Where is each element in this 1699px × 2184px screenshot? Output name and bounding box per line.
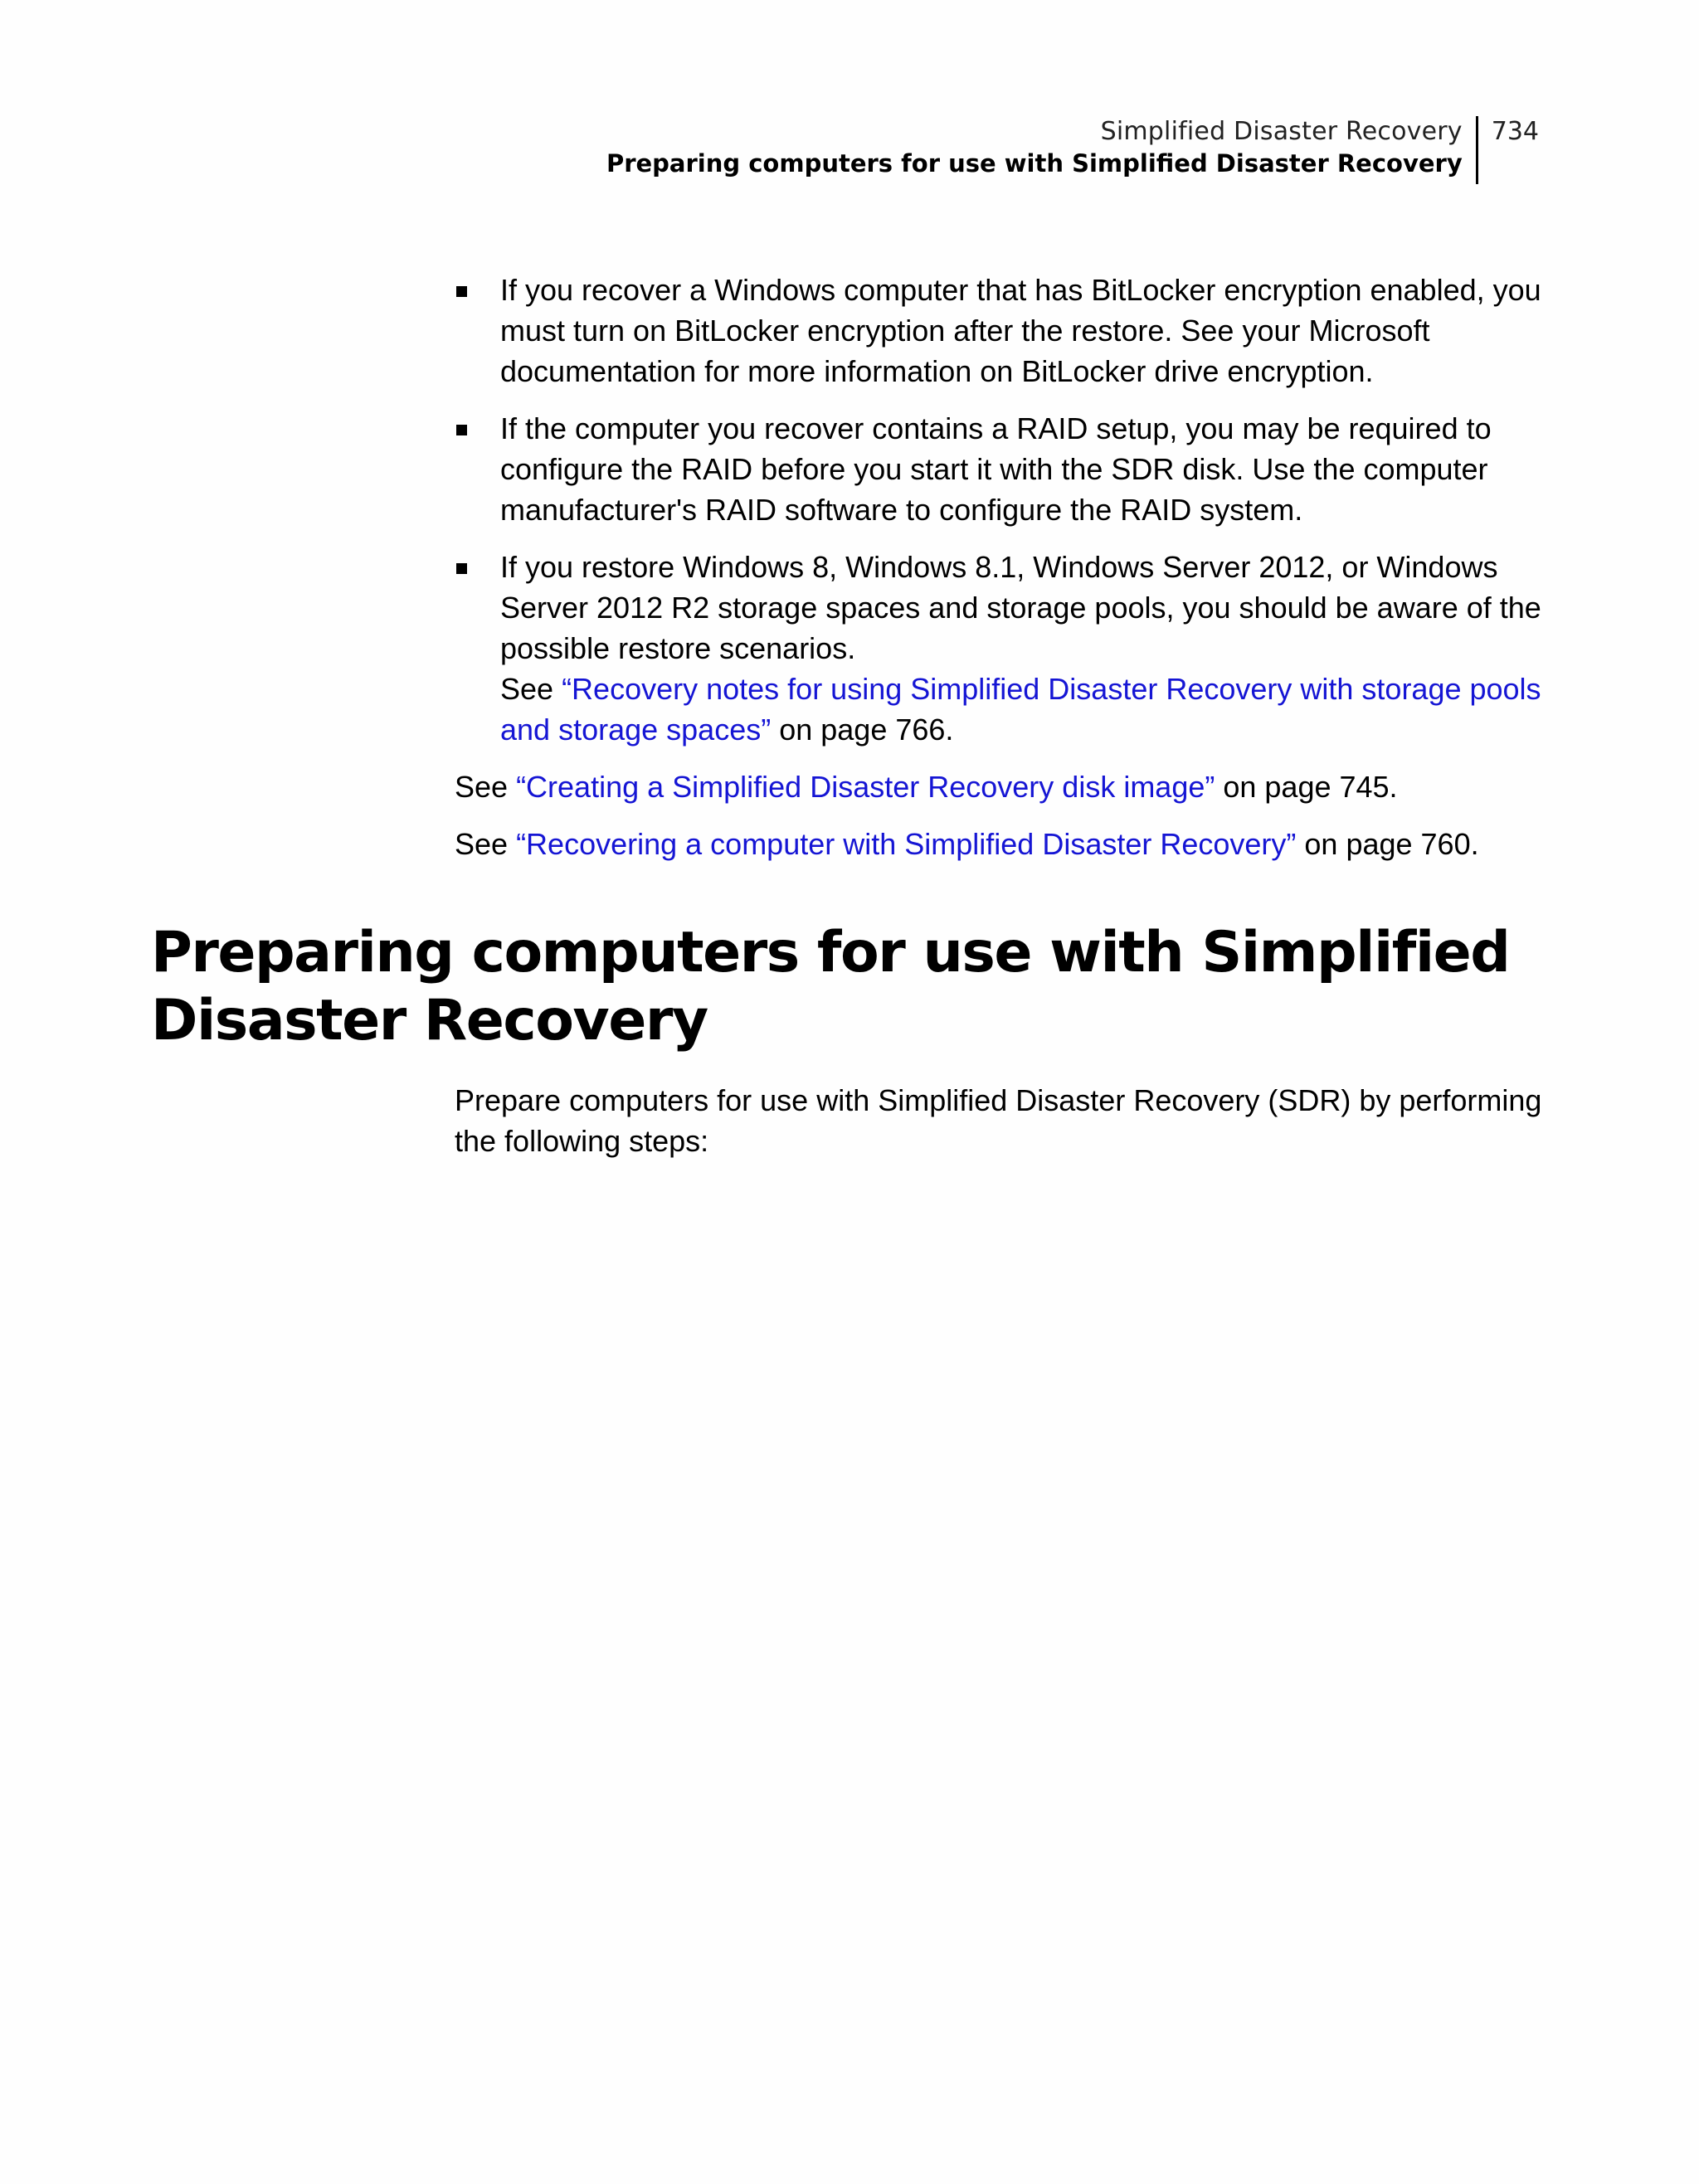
see-suffix: on page 745. bbox=[1215, 770, 1398, 804]
running-header-titles bbox=[606, 116, 1478, 184]
bullet-text: If the computer you recover contains a RAID setup, you may be required to configure the RAID before you start it with the SDR disk. Use the computer manufacturer's RAID software to configure the RAID system. bbox=[500, 411, 1492, 527]
page-number: 734 bbox=[1491, 117, 1539, 146]
see-also-line bbox=[455, 824, 1550, 864]
square-bullet-icon bbox=[456, 425, 467, 435]
square-bullet-icon bbox=[456, 563, 467, 574]
list-item bbox=[455, 547, 1550, 750]
square-bullet-icon bbox=[456, 286, 467, 297]
section-heading: Preparing computers for use with Simplified Disaster Recovery bbox=[151, 920, 1510, 1053]
bullet-list bbox=[455, 270, 1550, 750]
list-item bbox=[455, 270, 1550, 392]
see-suffix: on page 766. bbox=[771, 713, 954, 747]
section-intro: Prepare computers for use with Simplified Disaster Recovery (SDR) by performing the following steps: bbox=[455, 1083, 1542, 1158]
see-prefix: See bbox=[455, 770, 517, 804]
bullet-text: If you restore Windows 8, Windows 8.1, Windows Server 2012, or Windows Server 2012 R2 storage spaces and storage pools, you should be aware of the possible restore scenarios. bbox=[500, 550, 1541, 665]
list-item bbox=[455, 408, 1550, 530]
bullet-text: If you recover a Windows computer that has BitLocker encryption enabled, you must turn on BitLocker encryption after the restore. See your Microsoft documentation for more information on BitLocker drive encryption. bbox=[500, 273, 1541, 388]
section-title: Preparing computers for use with Simplified Disaster Recovery bbox=[606, 149, 1463, 178]
see-suffix: on page 760. bbox=[1296, 827, 1479, 861]
creating-sdr-disk-image-link[interactable]: “Creating a Simplified Disaster Recovery disk image” bbox=[516, 770, 1215, 804]
see-reference bbox=[500, 669, 1550, 750]
storage-pools-notes-link[interactable]: “Recovery notes for using Simplified Disaster Recovery with storage pools and storage spaces” bbox=[500, 672, 1541, 747]
see-also-line bbox=[455, 766, 1550, 807]
running-header bbox=[606, 116, 1539, 184]
see-prefix: See bbox=[455, 827, 517, 861]
main-content bbox=[455, 270, 1550, 881]
recovering-computer-sdr-link[interactable]: “Recovering a computer with Simplified Disaster Recovery” bbox=[516, 827, 1297, 861]
see-prefix: See bbox=[500, 672, 562, 706]
chapter-title: Simplified Disaster Recovery bbox=[1100, 117, 1463, 146]
